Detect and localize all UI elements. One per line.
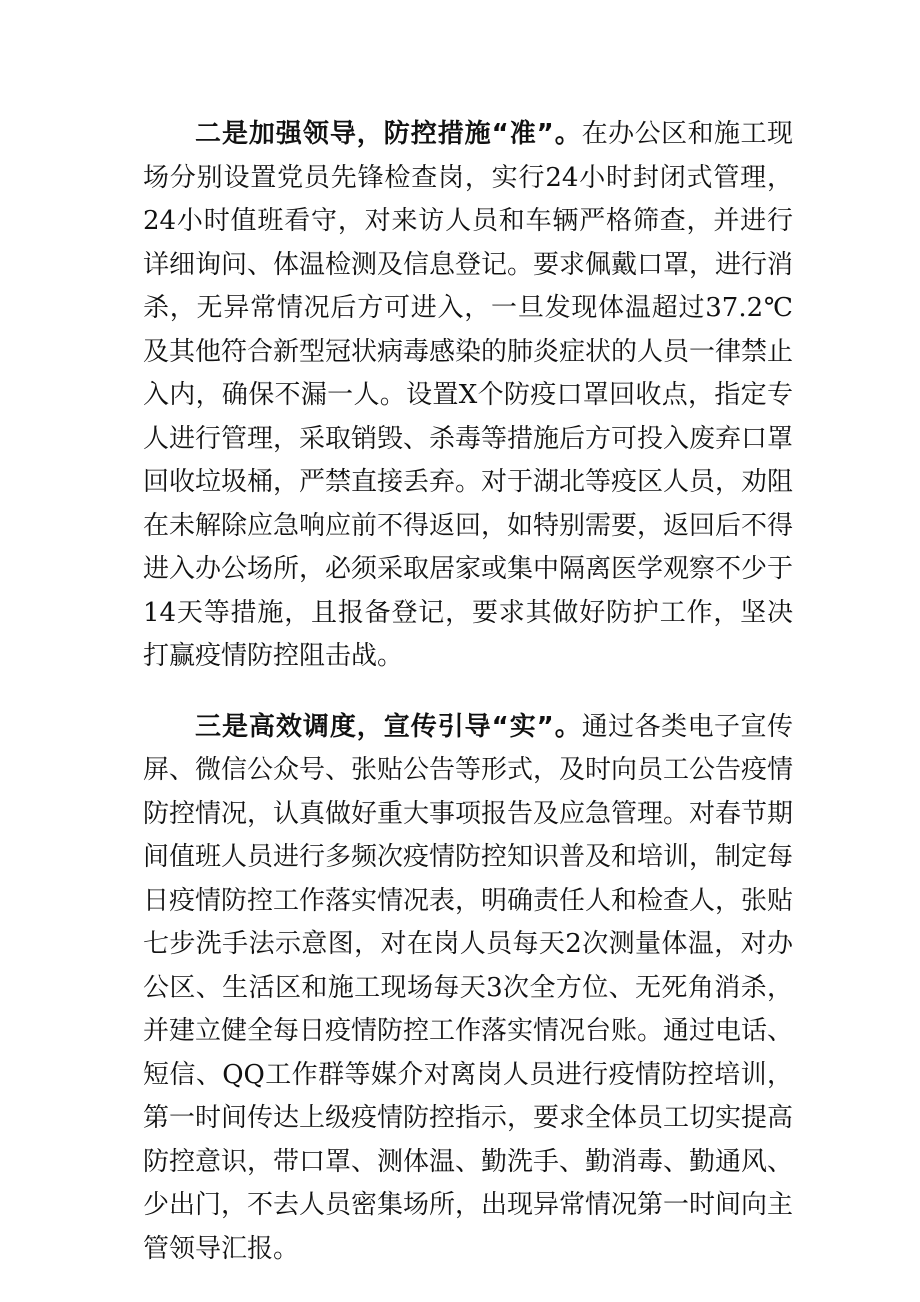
paragraph-text: 通过各类电子宣传屏、微信公众号、张贴公告等形式，及时向员工公告疫情防控情况，认真做好重大事项报告及应急管理。对春节期间值班人员进行多频次疫情防控知识普及和培训，制定每日疫情防控工作落实情况表，明确责任人和检查人，张贴七步洗手法示意图，对在岗人员每天2次测量体温，对办公区、生活区和施工现场每天3次全方位、无死角消杀，并建立健全每日疫情防控工作落实情况台账。通过电话、短信、QQ工作群等媒介对离岗人员进行疫情防控培训，第一时间传达上级疫情防控指示，要求全体员工切实提高防控意识，带口罩、测体温、勤洗手、勤消毒、勤通风、少出门，不去人员密集场所，出现异常情况第一时间向主管领导汇报。 — [143, 711, 794, 1264]
document-body — [143, 113, 793, 1271]
paragraph-heading: 二是加强领导，防控措施“准”。 — [195, 119, 582, 149]
paragraph-dispatch-publicity — [143, 706, 793, 1272]
paragraph-text: 在办公区和施工现场分别设置党员先锋检查岗，实行24小时封闭式管理，24小时值班看守，对来访人员和车辆严格筛查，并进行详细询问、体温检测及信息登记。要求佩戴口罩，进行消杀，无异常情况后方可进入，一旦发现体温超过37.2℃及其他符合新型冠状病毒感染的肺炎症状的人员一律禁止入内，确保不漏一人。设置X个防疫口罩回收点，指定专人进行管理，采取销毁、杀毒等措施后方可投入废弃口罩回收垃圾桶，严禁直接丢弃。对于湖北等疫区人员，劝阻在未解除应急响应前不得返回，如特别需要，返回后不得进入办公场所，必须采取居家或集中隔离医学观察不少于14天等措施，且报备登记，要求其做好防护工作，坚决打赢疫情防控阻击战。 — [143, 119, 794, 671]
paragraph-heading: 三是高效调度，宣传引导“实”。 — [195, 711, 582, 742]
paragraph-leadership-measures — [143, 113, 793, 679]
